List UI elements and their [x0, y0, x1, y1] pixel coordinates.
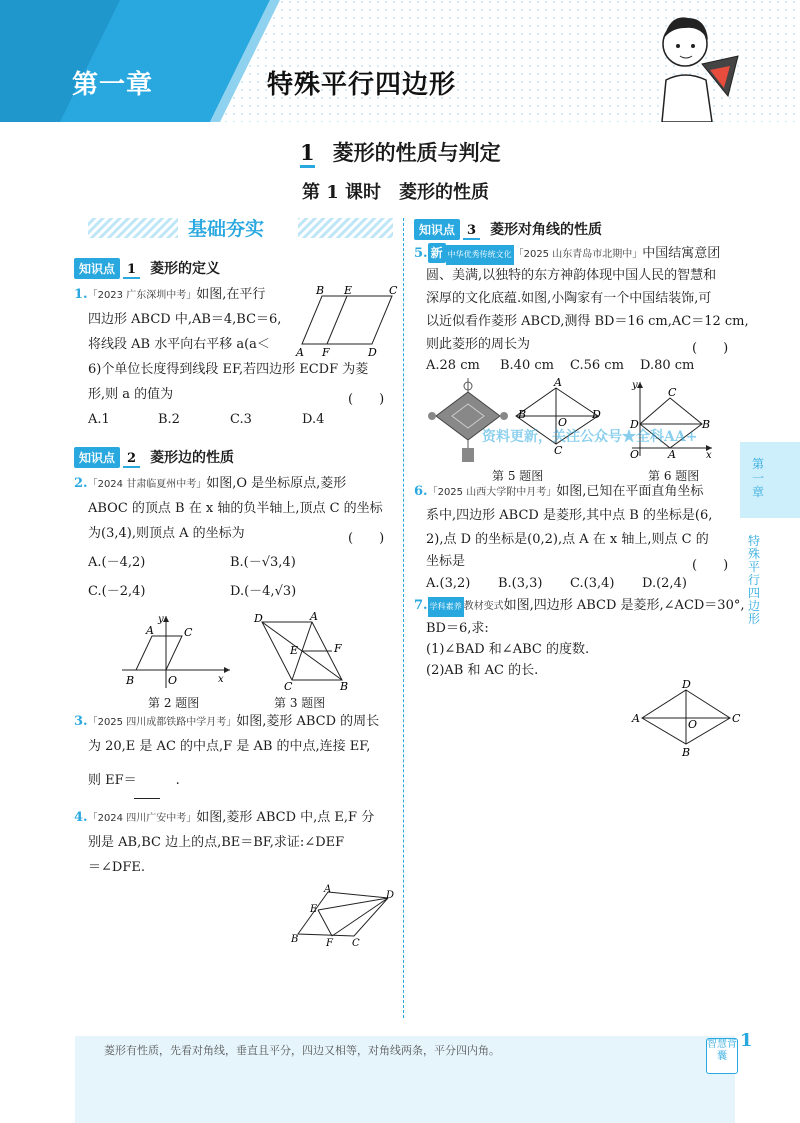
q2-option-b: B.(－√3,4): [230, 555, 296, 570]
svg-text:B: B: [126, 674, 135, 687]
q4-figure-rhombus: [288, 884, 400, 950]
q6-option-b: B.(3,3): [498, 576, 543, 591]
kp-label: 知识点: [74, 447, 120, 468]
watermark-text: 资料更新，关注公众号★全科AA+: [482, 429, 698, 445]
svg-text:B: B: [682, 746, 691, 756]
q6-source: 「2025 山西大学附中月考」: [427, 487, 557, 498]
knowledge-point-3: [414, 219, 602, 240]
student-illustration: [640, 4, 750, 122]
svg-text:E: E: [310, 904, 318, 915]
q1-option-c: C.3: [230, 412, 252, 427]
q1-figure-parallelogram: [292, 284, 402, 360]
column-divider: [403, 218, 404, 1018]
q3-answer-blank: [134, 798, 160, 799]
svg-text:D: D: [682, 680, 691, 691]
svg-text:y: y: [158, 614, 164, 625]
q4-text-1: 如图,菱形 ABCD 中,点 E,F 分: [196, 810, 375, 825]
svg-text:F: F: [326, 938, 333, 949]
svg-text:B: B: [316, 284, 325, 297]
q5-source: 「2025 山东青岛市北期中」: [513, 249, 643, 260]
svg-text:O: O: [688, 718, 698, 731]
q6-answer-paren: ( ): [692, 558, 729, 573]
svg-text:C: C: [554, 444, 563, 454]
kp-title: 菱形边的性质: [150, 450, 235, 466]
svg-text:C: C: [389, 284, 398, 297]
svg-text:C: C: [668, 386, 677, 399]
svg-text:E: E: [290, 644, 299, 657]
q5-number: 5.: [414, 246, 428, 261]
q1-line2: 四边形 ABCD 中,AB＝4,BC＝6,: [88, 312, 282, 327]
q4-number: 4.: [74, 810, 88, 825]
q5-option-c: C.56 cm: [570, 358, 624, 373]
q5-line2: 圆、美满,以独特的东方神韵体现中国人民的智慧和: [426, 268, 717, 283]
section-number: 1: [300, 140, 315, 168]
q1-option-a: A.1: [88, 412, 110, 427]
q4-source: 「2024 四川广安中考」: [87, 813, 197, 824]
q2-answer-paren: ( ): [348, 531, 385, 546]
q7-source: 教材变式: [463, 601, 504, 612]
q5-new-tag: 新: [428, 243, 446, 263]
kp-label: 知识点: [414, 219, 460, 240]
side-tab-title: 特殊平行四边形: [748, 534, 761, 626]
q1-text-1: 如图,在平行: [196, 287, 266, 302]
kp-number: 2: [123, 451, 140, 468]
svg-text:A: A: [632, 712, 640, 725]
q1-option-d: D.4: [302, 412, 325, 427]
fig6-caption: 第 6 题图: [648, 469, 700, 483]
svg-text:F: F: [322, 346, 330, 359]
q3-line3: 则 EF＝ .: [88, 773, 180, 788]
q6-text-1: 如图,已知在平面直角坐标: [556, 484, 704, 499]
q2-option-a: A.(－4,2): [88, 555, 146, 570]
q1-line3: 将线段 AB 水平向右平移 a(a＜: [88, 337, 270, 352]
q6-line4: 坐标是: [426, 554, 466, 569]
section-name: 菱形的性质与判定: [332, 140, 501, 165]
q2-line3: 为(3,4),则顶点 A 的坐标为: [88, 526, 245, 541]
q5-option-d: D.80 cm: [640, 358, 695, 373]
svg-text:O: O: [630, 448, 640, 460]
chinese-knot-illustration: [428, 378, 510, 464]
kp-number: 3: [463, 223, 480, 240]
q1-line1: [74, 285, 265, 306]
svg-text:D: D: [386, 890, 395, 901]
q6-figure-coordinate-rhombus: [622, 378, 718, 460]
q7-line4: (2)AB 和 AC 的长.: [426, 663, 539, 678]
svg-text:A: A: [554, 378, 562, 389]
q3-text-1: 如图,菱形 ABCD 的周长: [236, 714, 380, 729]
q2-option-d: D.(－4,√3): [230, 584, 297, 599]
fig2-caption: 第 2 题图: [148, 696, 200, 710]
svg-text:B: B: [291, 934, 299, 945]
q1-option-b: B.2: [158, 412, 180, 427]
chapter-label: 第一章: [72, 70, 154, 100]
svg-text:B: B: [340, 680, 349, 692]
kp-title: 菱形对角线的性质: [490, 222, 603, 238]
q7-tag: 学科素养: [428, 597, 464, 617]
q1-number: 1.: [74, 287, 88, 302]
svg-text:D: D: [368, 346, 377, 359]
q5-answer-paren: ( ): [692, 341, 729, 356]
svg-text:x: x: [706, 450, 712, 460]
q5-line1: [414, 243, 720, 265]
chapter-title: 特殊平行四边形: [267, 70, 457, 100]
section-title: [300, 137, 501, 167]
q2-figure-coordinate-rhombus: [118, 612, 236, 692]
wisdom-badge: 智慧背囊: [706, 1038, 738, 1074]
q2-text-1: 如图,O 是坐标原点,菱形: [206, 476, 347, 491]
q6-line2: 系中,四边形 ABCD 是菱形,其中点 B 的坐标是(6,: [426, 508, 713, 523]
q2-line1: [74, 474, 346, 495]
q7-figure-rhombus: [630, 680, 742, 756]
q7-line1: [414, 596, 745, 617]
knowledge-point-1: [74, 258, 220, 279]
q6-line3: 2),点 D 的坐标是(0,2),点 A 在 x 轴上,则点 C 的: [426, 532, 709, 547]
banner-title: 基础夯实: [188, 218, 265, 240]
q6-number: 6.: [414, 484, 428, 499]
fig5-caption: 第 5 题图: [492, 469, 544, 483]
svg-text:B: B: [518, 408, 527, 421]
q3-number: 3.: [74, 714, 88, 729]
side-tab-chapter: 第一章: [751, 457, 764, 499]
svg-text:A: A: [146, 624, 154, 637]
q7-number: 7.: [414, 598, 428, 613]
knowledge-point-2: [74, 447, 234, 468]
q7-line2: BD＝6,求:: [426, 621, 489, 636]
q3-line1: [74, 712, 379, 733]
q2-number: 2.: [74, 476, 88, 491]
q5-option-b: B.40 cm: [500, 358, 554, 373]
chapter-header: [0, 0, 800, 122]
q3-source: 「2025 四川成都铁路中学月考」: [87, 717, 237, 728]
q3-figure-rhombus: [248, 612, 358, 692]
q7-line3: (1)∠BAD 和∠ABC 的度数.: [426, 642, 590, 657]
q1-line4: 6)个单位长度得到线段 EF,若四边形 ECDF 为菱: [88, 362, 369, 377]
q6-option-a: A.(3,2): [426, 576, 471, 591]
svg-text:B: B: [702, 418, 711, 431]
svg-text:D: D: [254, 612, 263, 625]
svg-text:y: y: [632, 380, 638, 391]
svg-text:C: C: [284, 680, 293, 692]
q1-line5: 形,则 a 的值为: [88, 387, 174, 402]
q1-answer-paren: ( ): [348, 392, 385, 407]
q6-option-c: C.(3,4): [570, 576, 615, 591]
svg-text:x: x: [218, 674, 224, 685]
q3-line2: 为 20,E 是 AC 的中点,F 是 AB 的中点,连接 EF,: [88, 739, 371, 754]
svg-text:O: O: [558, 416, 568, 429]
kp-label: 知识点: [74, 258, 120, 279]
svg-text:D: D: [592, 408, 601, 421]
lesson-title: 第 1 课时 菱形的性质: [302, 182, 490, 203]
q4-line3: ＝∠DFE.: [88, 860, 145, 875]
footer-tip: 菱形有性质，先看对角线，垂直且平分，四边又相等，对角线两条，平分四内角。: [104, 1044, 500, 1057]
q6-line1: [414, 482, 703, 503]
svg-text:A: A: [324, 884, 332, 895]
q5-culture-tag: 中华优秀传统文化: [446, 245, 514, 265]
svg-text:A: A: [296, 346, 304, 359]
svg-text:E: E: [344, 284, 353, 297]
q2-option-c: C.(－2,4): [88, 584, 146, 599]
svg-text:O: O: [168, 674, 178, 687]
svg-text:C: C: [352, 938, 360, 949]
q2-line2: ABOC 的顶点 B 在 x 轴的负半轴上,顶点 C 的坐标: [88, 501, 383, 516]
q5-line5: 则此菱形的周长为: [426, 337, 531, 352]
q4-line1: [74, 808, 374, 829]
svg-text:D: D: [630, 418, 639, 431]
q7-text-1: 如图,四边形 ABCD 是菱形,∠ACD＝30°,: [503, 598, 745, 613]
q4-line2: 别是 AB,BC 边上的点,BE＝BF,求证:∠DEF: [88, 835, 345, 850]
q5-line4: 以近似看作菱形 ABCD,测得 BD＝16 cm,AC＝12 cm,: [426, 314, 749, 329]
q5-text-1: 中国结寓意团: [642, 246, 721, 261]
q5-option-a: A.28 cm: [426, 358, 480, 373]
q2-source: 「2024 甘肃临夏州中考」: [87, 479, 207, 490]
q1-source: 「2023 广东深圳中考」: [87, 290, 197, 301]
svg-text:A: A: [668, 448, 676, 460]
page-number: 1: [740, 1030, 753, 1051]
q6-option-d: D.(2,4): [642, 576, 687, 591]
svg-text:C: C: [184, 626, 193, 639]
fig3-caption: 第 3 题图: [274, 696, 326, 710]
svg-text:A: A: [310, 612, 318, 623]
svg-text:F: F: [334, 642, 342, 655]
svg-text:C: C: [732, 712, 741, 725]
kp-title: 菱形的定义: [150, 261, 221, 277]
kp-number: 1: [123, 262, 140, 279]
q5-line3: 深厚的文化底蕴.如图,小陶家有一个中国结装饰,可: [426, 291, 712, 306]
